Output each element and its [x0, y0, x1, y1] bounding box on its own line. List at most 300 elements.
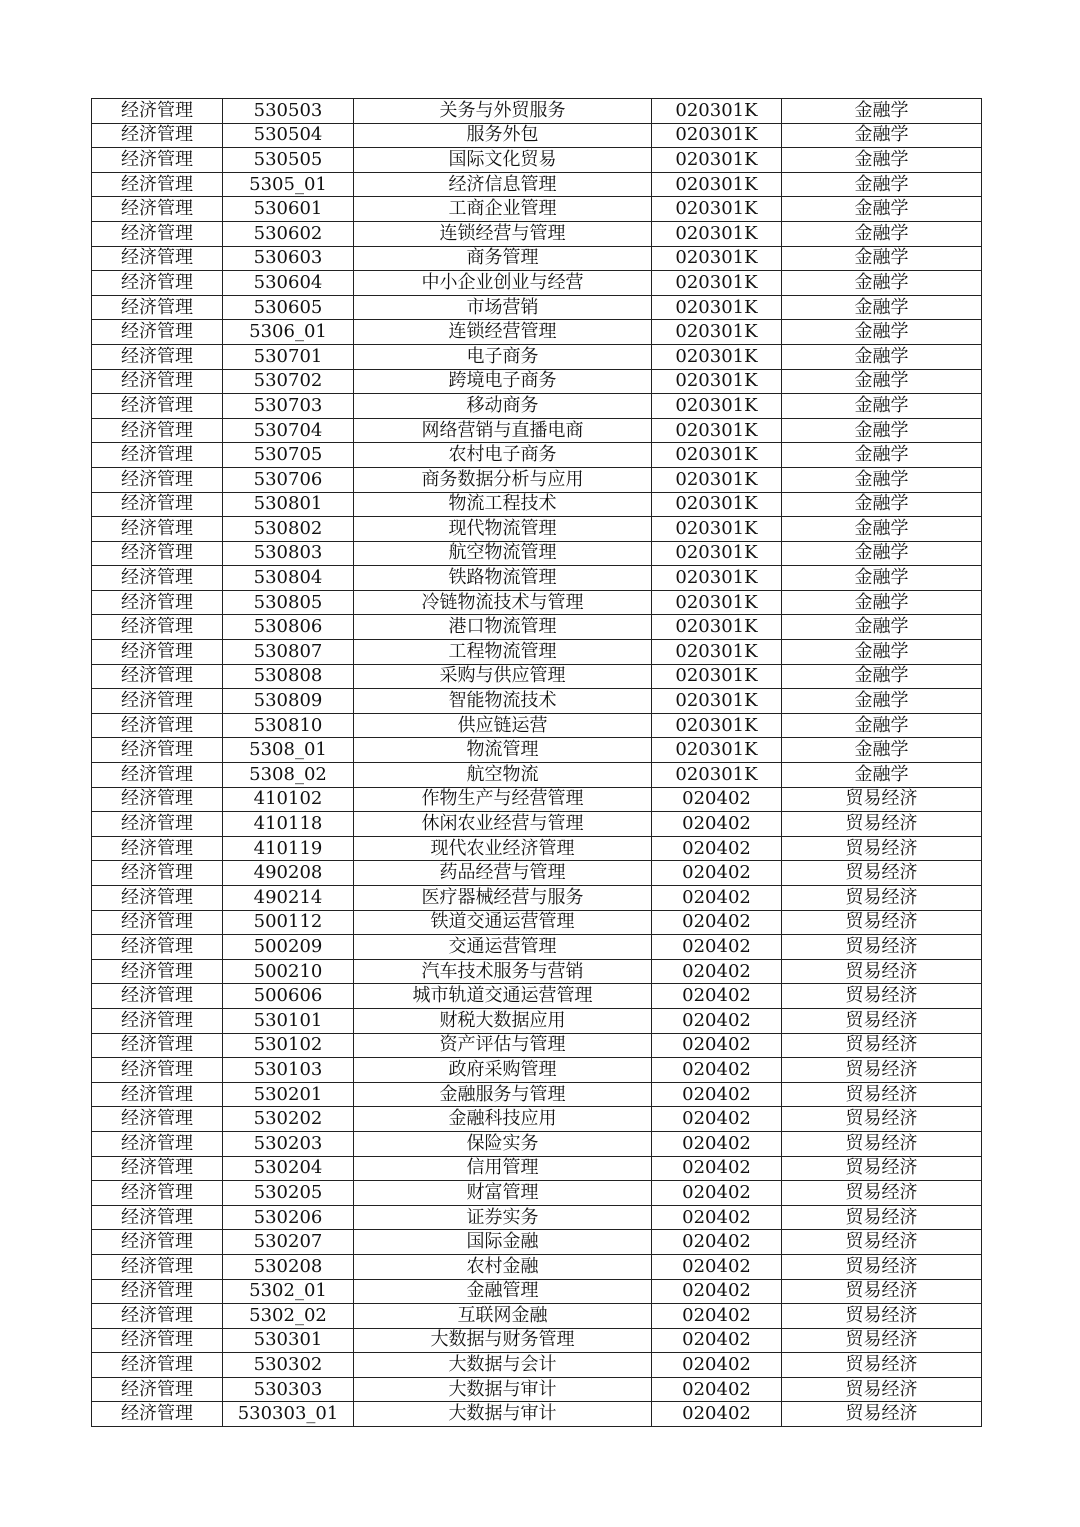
undergrad-major-cell: 金融学: [782, 394, 982, 419]
table-row: [92, 1205, 982, 1230]
category-cell: 经济管理: [92, 984, 223, 1009]
vocational-major-cell: 智能物流技术: [354, 689, 652, 714]
vocational-code-cell: 530706: [223, 467, 354, 492]
table-row: [92, 590, 982, 615]
vocational-code-cell: 530603: [223, 246, 354, 271]
vocational-code-cell: 530602: [223, 221, 354, 246]
undergrad-code-cell: 020301K: [652, 320, 782, 345]
vocational-code-cell: 5302_01: [223, 1279, 354, 1304]
undergrad-major-cell: 贸易经济: [782, 1205, 982, 1230]
category-cell: 经济管理: [92, 664, 223, 689]
vocational-code-cell: 530805: [223, 590, 354, 615]
table-row: [92, 1131, 982, 1156]
table-row: [92, 836, 982, 861]
undergrad-major-cell: 贸易经济: [782, 1377, 982, 1402]
category-cell: 经济管理: [92, 689, 223, 714]
vocational-code-cell: 530504: [223, 123, 354, 148]
vocational-major-cell: 交通运营管理: [354, 935, 652, 960]
table-row: [92, 1033, 982, 1058]
undergrad-major-cell: 金融学: [782, 689, 982, 714]
undergrad-major-cell: 贸易经济: [782, 1328, 982, 1353]
vocational-code-cell: 530204: [223, 1156, 354, 1181]
undergrad-code-cell: 020301K: [652, 99, 782, 124]
table-row: [92, 1107, 982, 1132]
undergrad-code-cell: 020402: [652, 1353, 782, 1378]
vocational-code-cell: 500209: [223, 935, 354, 960]
undergrad-code-cell: 020402: [652, 836, 782, 861]
vocational-major-cell: 商务管理: [354, 246, 652, 271]
category-cell: 经济管理: [92, 1107, 223, 1132]
table-row: [92, 566, 982, 591]
vocational-major-cell: 经济信息管理: [354, 172, 652, 197]
vocational-major-cell: 大数据与审计: [354, 1377, 652, 1402]
table-row: [92, 1082, 982, 1107]
undergrad-code-cell: 020301K: [652, 271, 782, 296]
vocational-code-cell: 530808: [223, 664, 354, 689]
undergrad-major-cell: 贸易经济: [782, 1107, 982, 1132]
table-row: [92, 541, 982, 566]
category-cell: 经济管理: [92, 394, 223, 419]
undergrad-major-cell: 贸易经济: [782, 1279, 982, 1304]
vocational-code-cell: 530810: [223, 713, 354, 738]
category-cell: 经济管理: [92, 910, 223, 935]
undergrad-major-cell: 金融学: [782, 295, 982, 320]
undergrad-major-cell: 贸易经济: [782, 935, 982, 960]
table-row: [92, 246, 982, 271]
table-row: [92, 738, 982, 763]
vocational-major-cell: 农村电子商务: [354, 443, 652, 468]
undergrad-code-cell: 020402: [652, 1279, 782, 1304]
undergrad-code-cell: 020402: [652, 910, 782, 935]
vocational-code-cell: 530301: [223, 1328, 354, 1353]
table-row: [92, 1181, 982, 1206]
vocational-code-cell: 5302_02: [223, 1304, 354, 1329]
undergrad-code-cell: 020301K: [652, 664, 782, 689]
undergrad-code-cell: 020402: [652, 1131, 782, 1156]
undergrad-major-cell: 金融学: [782, 320, 982, 345]
undergrad-code-cell: 020301K: [652, 221, 782, 246]
category-cell: 经济管理: [92, 320, 223, 345]
vocational-code-cell: 500112: [223, 910, 354, 935]
undergrad-major-cell: 贸易经济: [782, 1033, 982, 1058]
undergrad-major-cell: 贸易经济: [782, 910, 982, 935]
table-row: [92, 1254, 982, 1279]
undergrad-code-cell: 020402: [652, 959, 782, 984]
vocational-code-cell: 5306_01: [223, 320, 354, 345]
category-cell: 经济管理: [92, 1353, 223, 1378]
undergrad-code-cell: 020402: [652, 1107, 782, 1132]
vocational-major-cell: 金融管理: [354, 1279, 652, 1304]
undergrad-major-cell: 金融学: [782, 590, 982, 615]
vocational-major-cell: 大数据与会计: [354, 1353, 652, 1378]
vocational-code-cell: 530101: [223, 1008, 354, 1033]
undergrad-major-cell: 金融学: [782, 566, 982, 591]
table-row: [92, 1230, 982, 1255]
vocational-major-cell: 金融服务与管理: [354, 1082, 652, 1107]
vocational-major-cell: 国际金融: [354, 1230, 652, 1255]
category-cell: 经济管理: [92, 787, 223, 812]
category-cell: 经济管理: [92, 1156, 223, 1181]
table-row: [92, 492, 982, 517]
undergrad-code-cell: 020301K: [652, 566, 782, 591]
major-mapping-table: [91, 98, 982, 1427]
undergrad-major-cell: 金融学: [782, 418, 982, 443]
undergrad-major-cell: 贸易经济: [782, 1131, 982, 1156]
undergrad-major-cell: 金融学: [782, 123, 982, 148]
vocational-major-cell: 休闲农业经营与管理: [354, 812, 652, 837]
table-row: [92, 959, 982, 984]
vocational-code-cell: 5308_01: [223, 738, 354, 763]
undergrad-code-cell: 020301K: [652, 344, 782, 369]
undergrad-major-cell: 金融学: [782, 517, 982, 542]
category-cell: 经济管理: [92, 467, 223, 492]
vocational-major-cell: 中小企业创业与经营: [354, 271, 652, 296]
undergrad-major-cell: 贸易经济: [782, 787, 982, 812]
undergrad-major-cell: 金融学: [782, 713, 982, 738]
category-cell: 经济管理: [92, 812, 223, 837]
category-cell: 经济管理: [92, 443, 223, 468]
vocational-code-cell: 530201: [223, 1082, 354, 1107]
undergrad-code-cell: 020402: [652, 1377, 782, 1402]
undergrad-code-cell: 020402: [652, 1008, 782, 1033]
vocational-major-cell: 大数据与审计: [354, 1402, 652, 1427]
vocational-code-cell: 530806: [223, 615, 354, 640]
vocational-code-cell: 530604: [223, 271, 354, 296]
category-cell: 经济管理: [92, 344, 223, 369]
undergrad-major-cell: 金融学: [782, 221, 982, 246]
undergrad-major-cell: 贸易经济: [782, 1181, 982, 1206]
undergrad-code-cell: 020402: [652, 812, 782, 837]
table-row: [92, 1008, 982, 1033]
vocational-major-cell: 医疗器械经营与服务: [354, 886, 652, 911]
table-row: [92, 172, 982, 197]
table-body: [92, 99, 982, 1427]
undergrad-code-cell: 020301K: [652, 418, 782, 443]
undergrad-code-cell: 020402: [652, 1402, 782, 1427]
vocational-code-cell: 410118: [223, 812, 354, 837]
undergrad-major-cell: 贸易经济: [782, 1082, 982, 1107]
vocational-code-cell: 530801: [223, 492, 354, 517]
table-row: [92, 99, 982, 124]
category-cell: 经济管理: [92, 640, 223, 665]
vocational-code-cell: 530505: [223, 148, 354, 173]
vocational-major-cell: 证券实务: [354, 1205, 652, 1230]
category-cell: 经济管理: [92, 590, 223, 615]
table-row: [92, 394, 982, 419]
vocational-major-cell: 工程物流管理: [354, 640, 652, 665]
table-row: [92, 615, 982, 640]
category-cell: 经济管理: [92, 197, 223, 222]
vocational-code-cell: 530605: [223, 295, 354, 320]
category-cell: 经济管理: [92, 1254, 223, 1279]
undergrad-code-cell: 020301K: [652, 640, 782, 665]
vocational-code-cell: 530103: [223, 1058, 354, 1083]
table-row: [92, 517, 982, 542]
vocational-code-cell: 530804: [223, 566, 354, 591]
undergrad-code-cell: 020301K: [652, 246, 782, 271]
vocational-major-cell: 物流工程技术: [354, 492, 652, 517]
vocational-code-cell: 530205: [223, 1181, 354, 1206]
category-cell: 经济管理: [92, 541, 223, 566]
category-cell: 经济管理: [92, 1230, 223, 1255]
vocational-code-cell: 530703: [223, 394, 354, 419]
undergrad-code-cell: 020402: [652, 1304, 782, 1329]
undergrad-code-cell: 020402: [652, 1230, 782, 1255]
vocational-major-cell: 航空物流管理: [354, 541, 652, 566]
undergrad-major-cell: 金融学: [782, 148, 982, 173]
vocational-major-cell: 作物生产与经营管理: [354, 787, 652, 812]
vocational-major-cell: 信用管理: [354, 1156, 652, 1181]
vocational-code-cell: 530809: [223, 689, 354, 714]
undergrad-major-cell: 金融学: [782, 763, 982, 788]
undergrad-major-cell: 金融学: [782, 344, 982, 369]
undergrad-code-cell: 020301K: [652, 443, 782, 468]
vocational-code-cell: 5305_01: [223, 172, 354, 197]
table-row: [92, 664, 982, 689]
vocational-major-cell: 资产评估与管理: [354, 1033, 652, 1058]
category-cell: 经济管理: [92, 148, 223, 173]
undergrad-code-cell: 020402: [652, 1082, 782, 1107]
table-row: [92, 467, 982, 492]
undergrad-code-cell: 020301K: [652, 492, 782, 517]
vocational-code-cell: 530202: [223, 1107, 354, 1132]
undergrad-code-cell: 020301K: [652, 689, 782, 714]
undergrad-code-cell: 020301K: [652, 123, 782, 148]
undergrad-major-cell: 贸易经济: [782, 861, 982, 886]
undergrad-code-cell: 020402: [652, 886, 782, 911]
vocational-major-cell: 工商企业管理: [354, 197, 652, 222]
table-row: [92, 910, 982, 935]
category-cell: 经济管理: [92, 1304, 223, 1329]
vocational-code-cell: 500606: [223, 984, 354, 1009]
category-cell: 经济管理: [92, 123, 223, 148]
category-cell: 经济管理: [92, 1279, 223, 1304]
undergrad-major-cell: 贸易经济: [782, 1230, 982, 1255]
undergrad-major-cell: 金融学: [782, 738, 982, 763]
category-cell: 经济管理: [92, 172, 223, 197]
undergrad-major-cell: 贸易经济: [782, 1156, 982, 1181]
vocational-major-cell: 金融科技应用: [354, 1107, 652, 1132]
table-row: [92, 763, 982, 788]
vocational-code-cell: 530207: [223, 1230, 354, 1255]
undergrad-code-cell: 020301K: [652, 394, 782, 419]
vocational-code-cell: 530303_01: [223, 1402, 354, 1427]
undergrad-major-cell: 金融学: [782, 615, 982, 640]
vocational-code-cell: 530302: [223, 1353, 354, 1378]
vocational-major-cell: 大数据与财务管理: [354, 1328, 652, 1353]
vocational-code-cell: 530802: [223, 517, 354, 542]
undergrad-code-cell: 020402: [652, 1058, 782, 1083]
table-row: [92, 320, 982, 345]
undergrad-major-cell: 金融学: [782, 99, 982, 124]
undergrad-major-cell: 金融学: [782, 172, 982, 197]
vocational-code-cell: 500210: [223, 959, 354, 984]
vocational-code-cell: 530303: [223, 1377, 354, 1402]
vocational-major-cell: 连锁经营与管理: [354, 221, 652, 246]
table-row: [92, 1058, 982, 1083]
vocational-code-cell: 530102: [223, 1033, 354, 1058]
table-row: [92, 1328, 982, 1353]
category-cell: 经济管理: [92, 99, 223, 124]
category-cell: 经济管理: [92, 492, 223, 517]
undergrad-code-cell: 020402: [652, 935, 782, 960]
vocational-code-cell: 530704: [223, 418, 354, 443]
vocational-code-cell: 5308_02: [223, 763, 354, 788]
undergrad-major-cell: 金融学: [782, 197, 982, 222]
vocational-major-cell: 商务数据分析与应用: [354, 467, 652, 492]
table-row: [92, 123, 982, 148]
category-cell: 经济管理: [92, 1205, 223, 1230]
vocational-major-cell: 移动商务: [354, 394, 652, 419]
vocational-major-cell: 航空物流: [354, 763, 652, 788]
undergrad-major-cell: 贸易经济: [782, 1304, 982, 1329]
undergrad-major-cell: 贸易经济: [782, 959, 982, 984]
category-cell: 经济管理: [92, 1402, 223, 1427]
vocational-major-cell: 物流管理: [354, 738, 652, 763]
category-cell: 经济管理: [92, 886, 223, 911]
table-row: [92, 1402, 982, 1427]
category-cell: 经济管理: [92, 1377, 223, 1402]
undergrad-code-cell: 020301K: [652, 467, 782, 492]
category-cell: 经济管理: [92, 1181, 223, 1206]
category-cell: 经济管理: [92, 1131, 223, 1156]
undergrad-code-cell: 020301K: [652, 541, 782, 566]
table-row: [92, 443, 982, 468]
undergrad-code-cell: 020301K: [652, 713, 782, 738]
undergrad-code-cell: 020301K: [652, 738, 782, 763]
table-row: [92, 787, 982, 812]
undergrad-major-cell: 金融学: [782, 369, 982, 394]
undergrad-code-cell: 020301K: [652, 590, 782, 615]
category-cell: 经济管理: [92, 1082, 223, 1107]
vocational-major-cell: 网络营销与直播电商: [354, 418, 652, 443]
vocational-major-cell: 电子商务: [354, 344, 652, 369]
category-cell: 经济管理: [92, 1058, 223, 1083]
vocational-major-cell: 城市轨道交通运营管理: [354, 984, 652, 1009]
vocational-major-cell: 财税大数据应用: [354, 1008, 652, 1033]
undergrad-major-cell: 贸易经济: [782, 886, 982, 911]
vocational-code-cell: 530803: [223, 541, 354, 566]
table-row: [92, 221, 982, 246]
undergrad-major-cell: 金融学: [782, 443, 982, 468]
table-row: [92, 689, 982, 714]
table-row: [92, 640, 982, 665]
undergrad-code-cell: 020301K: [652, 197, 782, 222]
undergrad-code-cell: 020402: [652, 1033, 782, 1058]
undergrad-code-cell: 020301K: [652, 763, 782, 788]
table-row: [92, 271, 982, 296]
table-row: [92, 984, 982, 1009]
vocational-major-cell: 国际文化贸易: [354, 148, 652, 173]
undergrad-code-cell: 020301K: [652, 148, 782, 173]
vocational-code-cell: 410102: [223, 787, 354, 812]
vocational-code-cell: 410119: [223, 836, 354, 861]
category-cell: 经济管理: [92, 959, 223, 984]
vocational-code-cell: 530705: [223, 443, 354, 468]
undergrad-major-cell: 贸易经济: [782, 1402, 982, 1427]
undergrad-code-cell: 020402: [652, 1254, 782, 1279]
vocational-major-cell: 汽车技术服务与营销: [354, 959, 652, 984]
table-row: [92, 1377, 982, 1402]
category-cell: 经济管理: [92, 1033, 223, 1058]
vocational-major-cell: 服务外包: [354, 123, 652, 148]
undergrad-major-cell: 贸易经济: [782, 1254, 982, 1279]
vocational-code-cell: 530701: [223, 344, 354, 369]
category-cell: 经济管理: [92, 1328, 223, 1353]
vocational-major-cell: 采购与供应管理: [354, 664, 652, 689]
vocational-major-cell: 港口物流管理: [354, 615, 652, 640]
category-cell: 经济管理: [92, 935, 223, 960]
vocational-major-cell: 互联网金融: [354, 1304, 652, 1329]
table-row: [92, 861, 982, 886]
undergrad-code-cell: 020301K: [652, 172, 782, 197]
table-row: [92, 1353, 982, 1378]
table-row: [92, 197, 982, 222]
category-cell: 经济管理: [92, 836, 223, 861]
undergrad-major-cell: 金融学: [782, 467, 982, 492]
undergrad-major-cell: 贸易经济: [782, 1058, 982, 1083]
table-row: [92, 295, 982, 320]
category-cell: 经济管理: [92, 615, 223, 640]
vocational-major-cell: 农村金融: [354, 1254, 652, 1279]
undergrad-code-cell: 020402: [652, 787, 782, 812]
category-cell: 经济管理: [92, 246, 223, 271]
undergrad-code-cell: 020301K: [652, 295, 782, 320]
undergrad-major-cell: 金融学: [782, 664, 982, 689]
category-cell: 经济管理: [92, 566, 223, 591]
undergrad-major-cell: 贸易经济: [782, 1353, 982, 1378]
vocational-major-cell: 铁道交通运营管理: [354, 910, 652, 935]
vocational-code-cell: 530208: [223, 1254, 354, 1279]
category-cell: 经济管理: [92, 369, 223, 394]
table-row: [92, 1279, 982, 1304]
table-row: [92, 812, 982, 837]
category-cell: 经济管理: [92, 713, 223, 738]
vocational-code-cell: 530206: [223, 1205, 354, 1230]
vocational-major-cell: 药品经营与管理: [354, 861, 652, 886]
undergrad-code-cell: 020402: [652, 1328, 782, 1353]
undergrad-major-cell: 金融学: [782, 271, 982, 296]
vocational-major-cell: 财富管理: [354, 1181, 652, 1206]
category-cell: 经济管理: [92, 861, 223, 886]
vocational-code-cell: 530601: [223, 197, 354, 222]
vocational-code-cell: 530203: [223, 1131, 354, 1156]
table-row: [92, 1304, 982, 1329]
category-cell: 经济管理: [92, 1008, 223, 1033]
undergrad-major-cell: 金融学: [782, 492, 982, 517]
vocational-major-cell: 保险实务: [354, 1131, 652, 1156]
vocational-major-cell: 现代农业经济管理: [354, 836, 652, 861]
table-row: [92, 418, 982, 443]
vocational-major-cell: 供应链运营: [354, 713, 652, 738]
undergrad-major-cell: 贸易经济: [782, 836, 982, 861]
vocational-code-cell: 530503: [223, 99, 354, 124]
vocational-major-cell: 现代物流管理: [354, 517, 652, 542]
vocational-major-cell: 关务与外贸服务: [354, 99, 652, 124]
vocational-major-cell: 政府采购管理: [354, 1058, 652, 1083]
table-row: [92, 148, 982, 173]
category-cell: 经济管理: [92, 221, 223, 246]
category-cell: 经济管理: [92, 738, 223, 763]
undergrad-code-cell: 020301K: [652, 615, 782, 640]
undergrad-code-cell: 020402: [652, 1205, 782, 1230]
undergrad-code-cell: 020402: [652, 1156, 782, 1181]
undergrad-code-cell: 020301K: [652, 369, 782, 394]
category-cell: 经济管理: [92, 763, 223, 788]
category-cell: 经济管理: [92, 271, 223, 296]
vocational-major-cell: 跨境电子商务: [354, 369, 652, 394]
undergrad-major-cell: 贸易经济: [782, 1008, 982, 1033]
